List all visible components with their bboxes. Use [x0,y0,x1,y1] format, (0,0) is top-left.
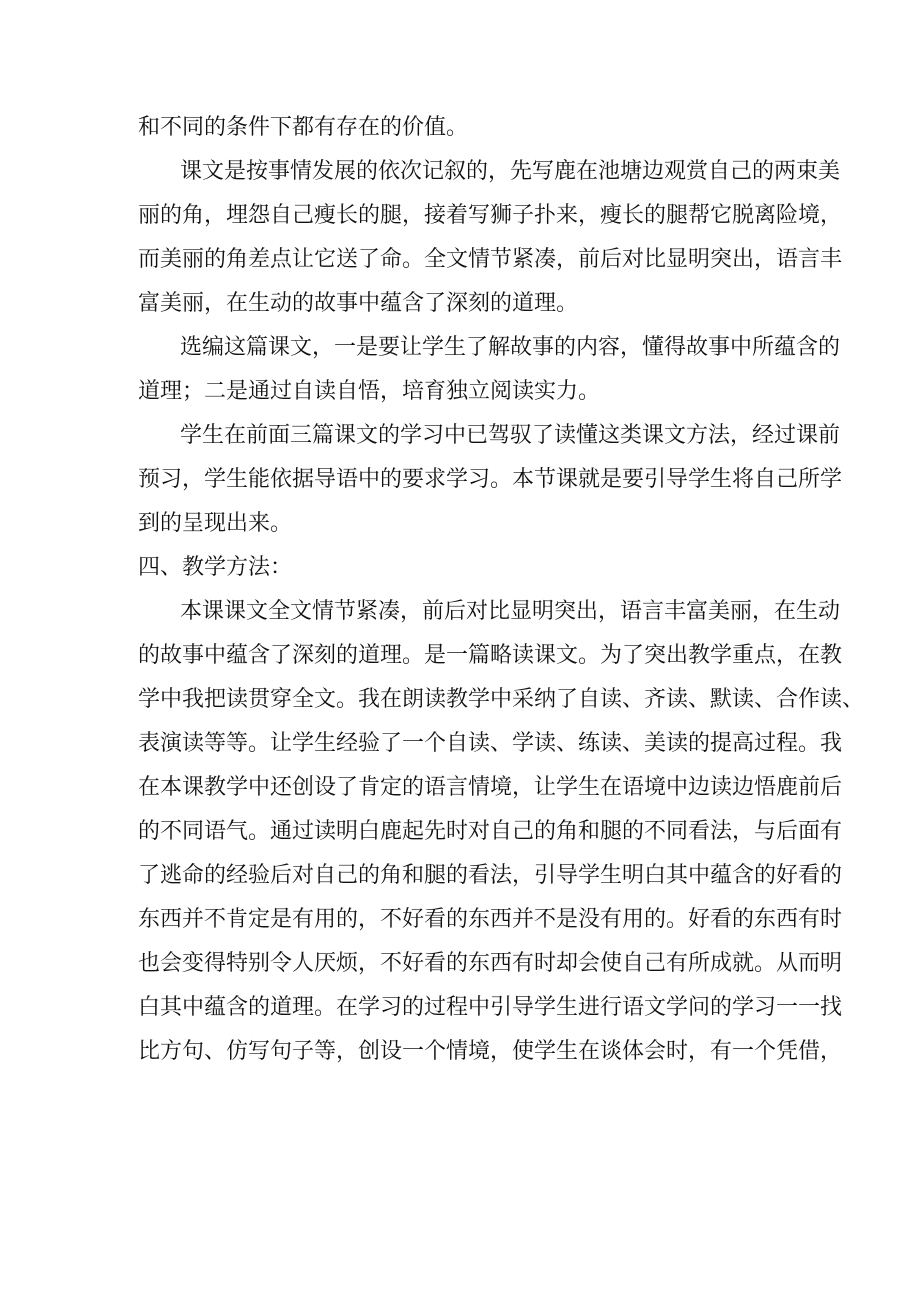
text-line-16: 在本课教学中还创设了肯定的语言情境，让学生在语境中边读边悟鹿前后 [138,775,843,800]
text-line-7: 道理；二是通过自读自悟，培育独立阅读实力。 [138,379,601,404]
text-line-17: 的不同语气。通过读明白鹿起先时对自己的角和腿的不同看法，与后面有 [138,819,843,844]
text-line-18: 了逃命的经验后对自己的角和腿的看法，引导学生明白其中蕴含的好看的 [138,863,843,888]
text-line-13: 的故事中蕴含了深刻的道理。是一篇略读课文。为了突出教学重点，在教 [138,643,843,668]
text-line-3: 丽的角，埋怨自己瘦长的腿，接着写狮子扑来，瘦长的腿帮它脱离险境， [138,203,843,228]
text-line-12: 本课课文全文情节紧凑，前后对比显明突出，语言丰富美丽，在生动 [180,599,841,624]
text-line-9: 预习，学生能依据导语中的要求学习。本节课就是要引导学生将自己所学 [138,467,843,492]
text-line-20: 也会变得特别令人厌烦，不好看的东西有时却会使自己有所成就。从而明 [138,951,843,976]
text-line-4: 而美丽的角差点让它送了命。全文情节紧凑，前后对比显明突出，语言丰 [138,247,843,272]
text-line-14: 学中我把读贯穿全文。我在朗读教学中采纳了自读、齐读、默读、合作读、 [138,687,865,712]
text-line-5: 富美丽，在生动的故事中蕴含了深刻的道理。 [138,291,579,316]
text-line-2: 课文是按事情发展的依次记叙的，先写鹿在池塘边观赏自己的两束美 [180,159,841,184]
text-line-21: 白其中蕴含的道理。在学习的过程中引导学生进行语文学问的学习一一找 [138,995,843,1020]
text-line-19: 东西并不肯定是有用的，不好看的东西并不是没有用的。好看的东西有时 [138,907,843,932]
text-line-15: 表演读等等。让学生经验了一个自读、学读、练读、美读的提高过程。我 [138,731,843,756]
section-heading: 四、教学方法： [138,555,293,580]
text-line-1: 和不同的条件下都有存在的价值。 [138,115,469,140]
text-line-22: 比方句、仿写句子等，创设一个情境，使学生在谈体会时，有一个凭借， [138,1039,843,1064]
text-line-6: 选编这篇课文，一是要让学生了解故事的内容，懂得故事中所蕴含的 [180,335,841,360]
text-line-8: 学生在前面三篇课文的学习中已驾驭了读懂这类课文方法，经过课前 [180,423,841,448]
text-line-10: 到的呈现出来。 [138,511,293,536]
